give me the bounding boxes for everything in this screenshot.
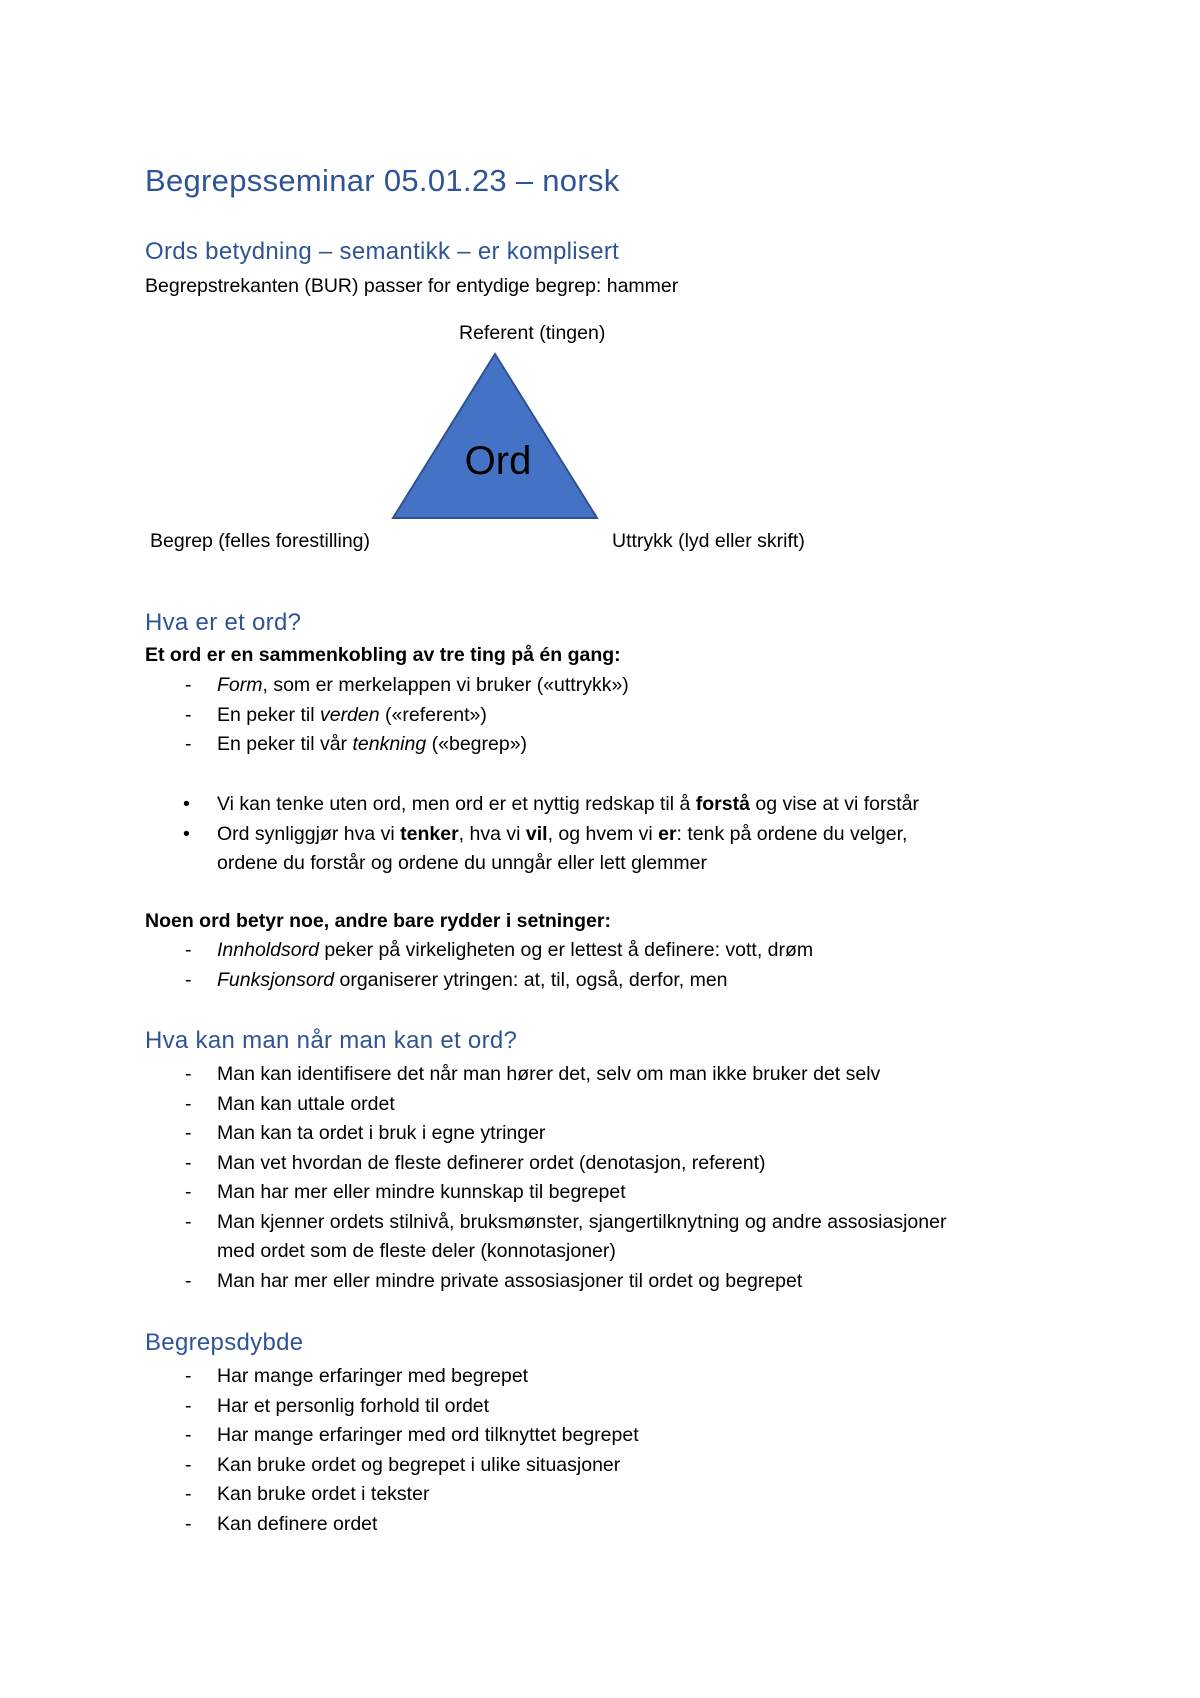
dash-marker: - [185, 703, 192, 726]
bullet-list [145, 790, 919, 879]
word-types-list [145, 936, 813, 995]
list-item: • Ord synliggjør hva vi tenker, hva vi vil, og hvem vi er: tenk på ordene du velger, ordene du forstår og ordene du unngår eller lett glemmer [145, 820, 919, 879]
list-item: - Har mange erfaringer med ord tilknyttet begrepet [145, 1421, 639, 1451]
dash-marker: - [185, 674, 192, 696]
dash-marker: - [185, 1394, 192, 1417]
bullet-marker: • [183, 793, 190, 815]
section-heading-semantics: Ords betydning – semantikk – er komplisert [145, 238, 620, 265]
dash-marker: - [185, 1063, 192, 1085]
list-item: - Form, som er merkelappen vi bruker («uttrykk») [145, 671, 629, 701]
list-item: - En peker til vår tenkning («begrep») [145, 730, 629, 760]
list-item: - Man kan ta ordet i bruk i egne ytringer [145, 1119, 946, 1149]
dash-marker: - [185, 1512, 192, 1535]
knowing-word-list [145, 1060, 946, 1296]
list-item: - Innholdsord peker på virkeligheten og er lettest å definere: vott, drøm [145, 936, 813, 966]
word-parts-list [145, 671, 629, 760]
list-item: - Kan definere ordet [145, 1510, 639, 1540]
semiotic-triangle [390, 352, 600, 522]
dash-marker: - [185, 939, 192, 961]
list-item: - Har mange erfaringer med begrepet [145, 1362, 639, 1392]
triangle-left-label: Begrep (felles forestilling) [150, 530, 371, 552]
concept-depth-list [145, 1362, 639, 1539]
dash-marker: - [185, 1151, 192, 1174]
section-heading-what-is-word: Hva er et ord? [145, 609, 302, 636]
dash-marker: - [185, 1453, 192, 1476]
dash-marker: - [185, 1424, 192, 1446]
list-item: - Har et personlig forhold til ordet [145, 1392, 639, 1422]
list-item: - Man vet hvordan de fleste definerer ordet (denotasjon, referent) [145, 1149, 946, 1179]
lead-text-2: Noen ord betyr noe, andre bare rydder i setninger: [145, 910, 611, 932]
section-heading-knowing-word: Hva kan man når man kan et ord? [145, 1027, 518, 1054]
list-item: - Kan bruke ordet og begrepet i ulike situasjoner [145, 1451, 639, 1481]
dash-marker: - [185, 1483, 192, 1505]
lead-text: Et ord er en sammenkobling av tre ting på én gang: [145, 644, 621, 666]
dash-marker: - [185, 1181, 192, 1203]
triangle-top-label: Referent (tingen) [459, 322, 606, 344]
page-title: Begrepsseminar 05.01.23 – norsk [145, 163, 620, 198]
list-item: - Kan bruke ordet i tekster [145, 1480, 639, 1510]
list-item: - Man har mer eller mindre kunnskap til begrepet [145, 1178, 946, 1208]
list-item: - Man kan identifisere det når man hører det, selv om man ikke bruker det selv [145, 1060, 946, 1090]
list-item: - Man har mer eller mindre private assosiasjoner til ordet og begrepet [145, 1267, 946, 1297]
list-item: - Man kan uttale ordet [145, 1090, 946, 1120]
dash-marker: - [185, 1365, 192, 1387]
triangle-right-label: Uttrykk (lyd eller skrift) [612, 530, 805, 552]
dash-marker: - [185, 968, 192, 991]
list-item: • Vi kan tenke uten ord, men ord er et nyttig redskap til å forstå og vise at vi forstår [145, 790, 919, 820]
dash-marker: - [185, 733, 192, 755]
list-item: - En peker til verden («referent») [145, 701, 629, 731]
section-heading-concept-depth: Begrepsdybde [145, 1329, 304, 1356]
list-item: - Funksjonsord organiserer ytringen: at, til, også, derfor, men [145, 966, 813, 996]
bullet-marker: • [183, 822, 190, 845]
triangle-center-label: Ord [464, 439, 532, 483]
dash-marker: - [185, 1092, 192, 1115]
dash-marker: - [185, 1122, 192, 1144]
dash-marker: - [185, 1269, 192, 1292]
dash-marker: - [185, 1210, 192, 1233]
triangle-shape [393, 354, 597, 518]
diagram-caption: Begrepstrekanten (BUR) passer for entydige begrep: hammer [145, 275, 679, 297]
list-item: - Man kjenner ordets stilnivå, bruksmønster, sjangertilknytning og andre assosiasjoner med ordet som de fleste deler (konnotasjoner) [145, 1208, 946, 1267]
